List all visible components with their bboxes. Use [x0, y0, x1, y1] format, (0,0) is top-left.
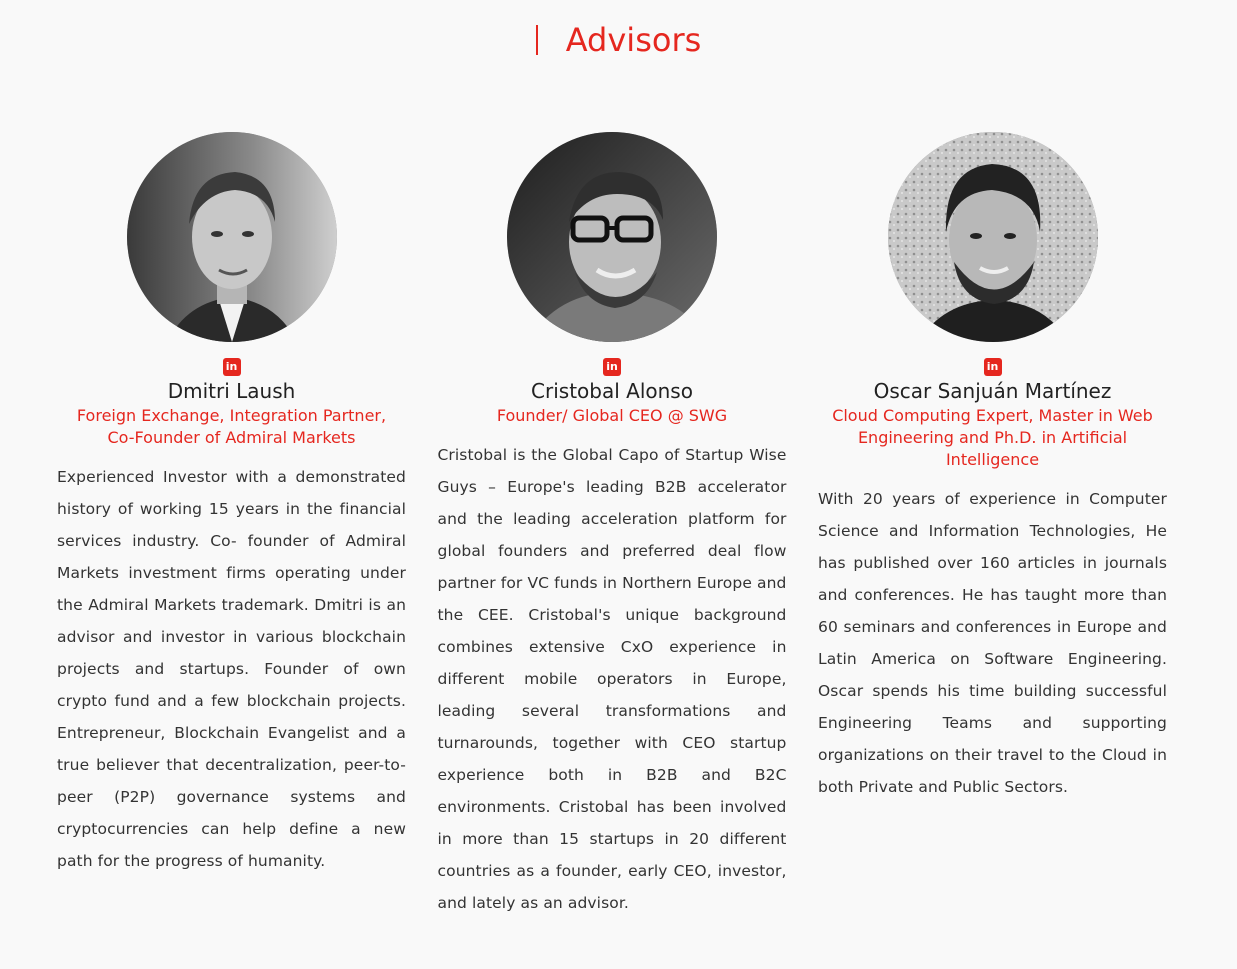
advisor-role: Cloud Computing Expert, Master in Web Engineering and Ph.D. in Artificial Intelligence [832, 406, 1153, 469]
advisor-role: Foreign Exchange, Integration Partner, Co-Founder of Admiral Markets [76, 406, 387, 447]
linkedin-icon[interactable]: in [223, 358, 241, 376]
section-title: Advisors [565, 21, 702, 59]
portrait-image [127, 132, 337, 342]
linkedin-icon[interactable]: in [603, 358, 621, 376]
portrait-image [888, 132, 1098, 342]
advisor-bio: Cristobal is the Global Capo of Startup Wise Guys – Europe's leading B2B accelerator and the leading acceleration platform for global founders and preferred deal flow partner for VC funds in Northern Europe and the CEE. Cristobal's unique background combines extensive CxO experience in different mobile operators in Europe, leading several transformations and turnarounds, together with CEO startup experience both in B2B and B2C environments. Cristobal has been involved in more than 15 startups in 20 different countries as a founder, early CEO, investor, and lately as an advisor. [437, 446, 787, 912]
advisor-card-oscar-sanjuan-martinez [818, 132, 1167, 919]
advisor-photo [888, 132, 1098, 342]
advisors-list [57, 132, 1167, 919]
advisor-card-cristobal-alonso [438, 132, 787, 919]
advisor-bio: With 20 years of experience in Computer Science and Information Technologies, He has published over 160 articles in journals and conferences. He has taught more than 60 seminars and conferences in Europe and Latin America on Software Engineering. Oscar spends his time building successful Engineering Teams and supporting organizations on their travel to the Cloud in both Private and Public Sectors. [818, 490, 1167, 796]
advisor-photo [507, 132, 717, 342]
advisor-card-dmitri-laush [57, 132, 406, 919]
portrait-image [507, 132, 717, 342]
advisor-name: Dmitri Laush [167, 379, 296, 403]
advisor-photo [127, 132, 337, 342]
section-heading [0, 20, 1237, 60]
advisor-name: Oscar Sanjuán Martínez [873, 379, 1112, 403]
advisor-bio: Experienced Investor with a demonstrated history of working 15 years in the financial services industry. Co- founder of Admiral Markets investment firms operating under the Admiral Markets trademark. Dmitri is an advisor and investor in various blockchain projects and startups. Founder of own crypto fund and a few blockchain projects. Entrepreneur, Blockchain Evangelist and a true believer that decentralization, peer-to-peer (P2P) governance systems and cryptocurrencies can help define a new path for the progress of humanity. [57, 468, 406, 870]
advisor-name: Cristobal Alonso [531, 379, 693, 403]
linkedin-icon[interactable]: in [984, 358, 1002, 376]
advisor-role: Founder/ Global CEO @ SWG [496, 406, 728, 425]
heading-accent-bar [536, 25, 538, 55]
